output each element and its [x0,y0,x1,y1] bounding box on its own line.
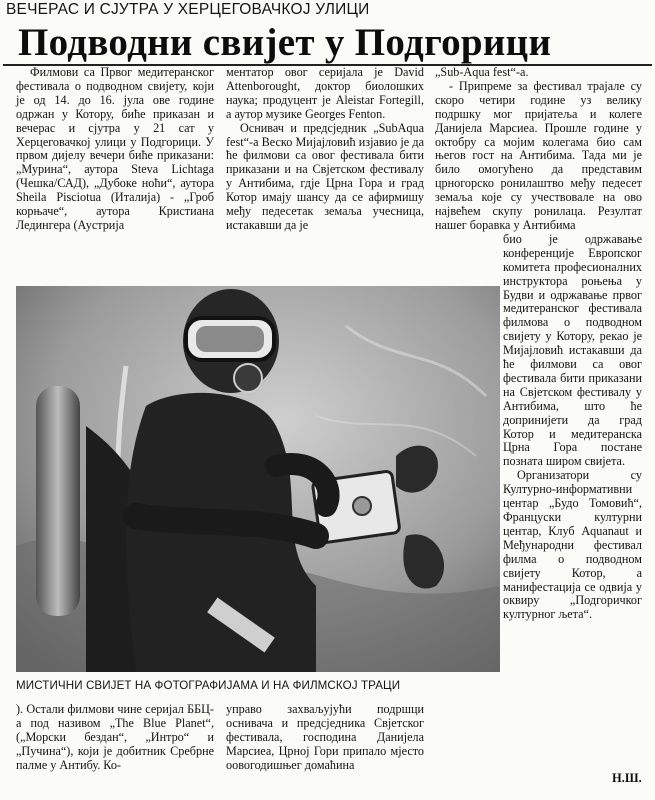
col2-paragraph-2: Оснивач и предсједник „SubAqua fest“-а Веско Мијајловић изјавио је да ће филмови са овог фестивала бити приказани и на Свјетском фестивалу у Антибима, гдје Црна Гора и град Котор имају шансу да се афирмишу међу педесетак земаља учесница, истакавши да је [226,120,424,232]
column-2 [226,66,424,233]
col3-paragraph-1: „Sub-Aqua fest“-а. [435,65,529,79]
scuba-tank [36,386,80,616]
article-headline: Подводни свијет у Подгорици [18,21,552,64]
col2-paragraph-1: ментатор овог серијала је David Attenborought, доктор биолошких наука; продуцент је Aleistar Fortegill, а аутор музике Georges Fenton. [226,65,424,121]
author-signature: Н.Ш. [612,771,642,785]
bottom-column-2 [226,703,424,773]
col1-paragraph: Филмови са Првог медитеранског фестивала о подводном свијету, који је од 14. до 16. јула ове године одржан у Котору, биће приказан и вечерас и сјутра у 21 сат у Херцеговачкој улици у Подгорици. У првом дијелу вечери биће приказани: „Мурина“, аутора Steva Lichtaga (Чешка/САД), „Дубоке ноћи“, аутора Sheila Pisciotua (Италија) - „Гроб корњаче“, аутора Кристиана Ледингера (Аустрија [16,65,214,232]
bottom1-paragraph: ). Остали филмови чине серијал ББЦ-а под називом „The Blue Planet“, („Морски бездан“, „Интро“ и „Пучина“), који је добитник Сребрне палме у Антибу. Ко- [16,702,214,772]
col3-paragraph-2: - Припреме за фестивал трајале су скоро четири године уз велику подршку мог пријатеља и колеге Данијела Марсиеа. Прошле године у октобру са мојим колегама био сам његов гост на Антибима. Тада ми је било омогућено да представим црногорско ронилаштво међу педесет земаља које су учествовале на ово највећем скупу ронилаца. Резултат нашег боравка у Антибима [435,78,642,232]
bottom-column-1 [16,703,214,773]
bottom2-paragraph: управо захваљујући подршци оснивача и предсједника Свјетског фестивала, господина Данијела Марсиеа, Црној Гори припало мјесто оовогодишњег домаћина [226,702,424,772]
diver-illustration [16,286,500,672]
col3-narrow-block [503,233,642,622]
diver-photo [16,286,500,672]
col3-paragraph-4: Организатори су Културно-информативни центар „Будо Томовић“, Француски културни центар, Клуб Aquanaut и Међународни фестивал филма о подводном свијету Котор, а манифестација се одвија у оквиру „Подгоричког културног љета“. [503,468,642,622]
kicker-headline: ВЕЧЕРАС И СЈУТРА У ХЕРЦЕГОВАЧКОЈ УЛИЦИ [6,1,370,18]
col3-paragraph-3: био је одржавање конференције Европског комитета професионалних инструктора роњења у Будви и одржавање првог медитеранског фестивала филмова о подводном свијету у Котору, рекао је Мијајловић истакавши да ће филмови са овог фестивала бити приказани на Свјетском фестивалу у Антибима, што ће допринијети да град Котор и медитеранска Црна Гора постане позната широм свијета. [503,231,642,469]
column-1 [16,66,214,233]
photo-caption: МИСТИЧНИ СВИЈЕТ НА ФОТОГРАФИЈАМА И НА ФИЛМСКОЈ ТРАЦИ [16,679,401,692]
